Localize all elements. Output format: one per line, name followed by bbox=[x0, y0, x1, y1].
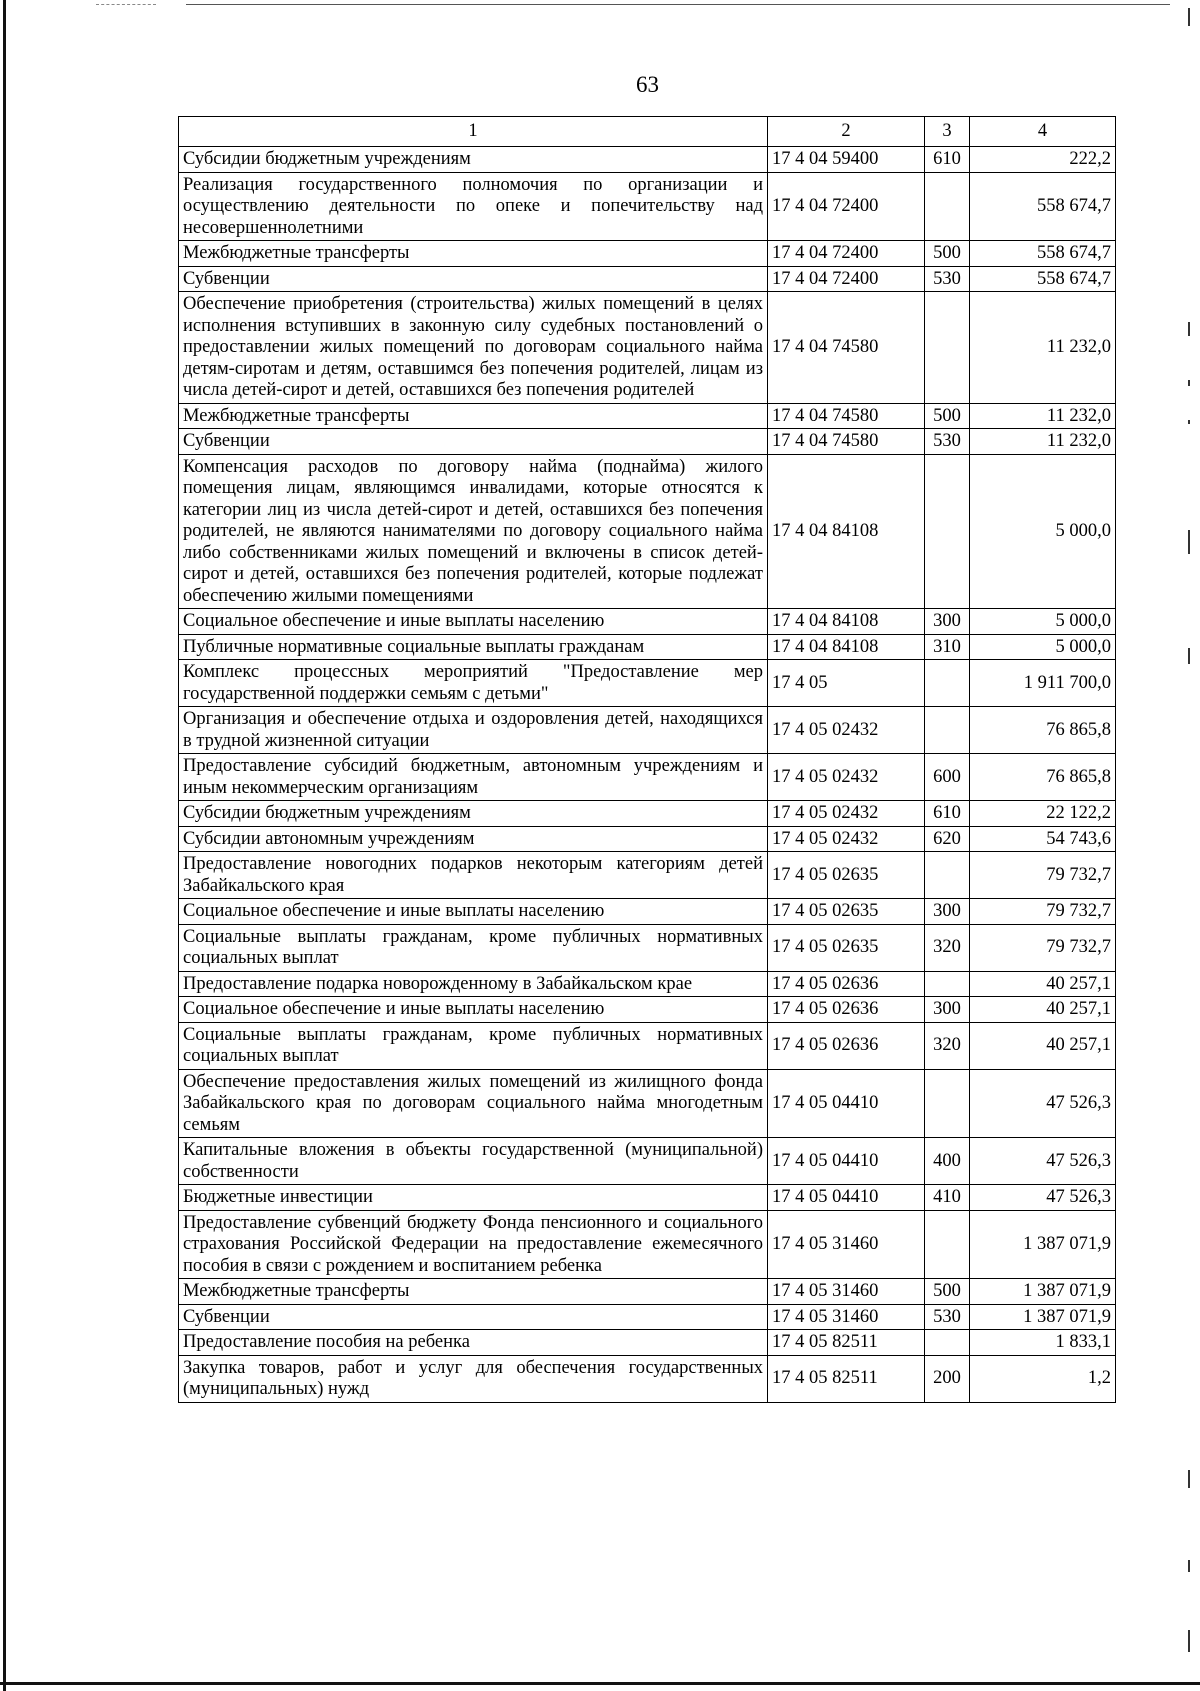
item-name-cell: Субвенции bbox=[179, 1304, 768, 1330]
target-code-cell: 17 4 05 31460 bbox=[768, 1210, 925, 1279]
item-name-cell: Предоставление новогодних подарков некоторым категориям детей Забайкальского края bbox=[179, 852, 768, 899]
amount-cell: 79 732,7 bbox=[970, 899, 1116, 925]
item-name-cell: Субвенции bbox=[179, 266, 768, 292]
expense-type-cell bbox=[925, 172, 970, 241]
target-code-cell: 17 4 05 82511 bbox=[768, 1355, 925, 1402]
expense-type-cell: 400 bbox=[925, 1138, 970, 1185]
amount-cell: 47 526,3 bbox=[970, 1138, 1116, 1185]
column-header: 3 bbox=[925, 117, 970, 147]
amount-cell: 79 732,7 bbox=[970, 852, 1116, 899]
item-name-cell: Межбюджетные трансферты bbox=[179, 403, 768, 429]
expense-type-cell bbox=[925, 660, 970, 707]
expense-type-cell: 500 bbox=[925, 403, 970, 429]
expense-type-cell: 620 bbox=[925, 826, 970, 852]
expense-type-cell: 300 bbox=[925, 997, 970, 1023]
target-code-cell: 17 4 05 02635 bbox=[768, 852, 925, 899]
target-code-cell: 17 4 05 02432 bbox=[768, 754, 925, 801]
item-name-cell: Субсидии бюджетным учреждениям bbox=[179, 147, 768, 173]
amount-cell: 11 232,0 bbox=[970, 403, 1116, 429]
amount-cell: 40 257,1 bbox=[970, 1022, 1116, 1069]
amount-cell: 558 674,7 bbox=[970, 266, 1116, 292]
target-code-cell: 17 4 04 72400 bbox=[768, 241, 925, 267]
amount-cell: 40 257,1 bbox=[970, 971, 1116, 997]
table-row bbox=[179, 403, 1116, 429]
amount-cell: 47 526,3 bbox=[970, 1185, 1116, 1211]
expense-type-cell: 310 bbox=[925, 634, 970, 660]
target-code-cell: 17 4 05 31460 bbox=[768, 1279, 925, 1305]
expense-type-cell: 300 bbox=[925, 609, 970, 635]
expense-type-cell bbox=[925, 1330, 970, 1356]
target-code-cell: 17 4 05 02636 bbox=[768, 1022, 925, 1069]
table-row bbox=[179, 1185, 1116, 1211]
expense-type-cell: 530 bbox=[925, 1304, 970, 1330]
amount-cell: 1,2 bbox=[970, 1355, 1116, 1402]
amount-cell: 1 911 700,0 bbox=[970, 660, 1116, 707]
table-row bbox=[179, 997, 1116, 1023]
expense-type-cell: 530 bbox=[925, 266, 970, 292]
item-name-cell: Реализация государственного полномочия по организации и осуществлению деятельности по опеке и попечительству над несовершеннолетними bbox=[179, 172, 768, 241]
table-row bbox=[179, 1069, 1116, 1138]
scan-artifact bbox=[1186, 0, 1192, 1691]
target-code-cell: 17 4 04 72400 bbox=[768, 172, 925, 241]
budget-table bbox=[178, 116, 1116, 1403]
target-code-cell: 17 4 05 04410 bbox=[768, 1069, 925, 1138]
target-code-cell: 17 4 05 02432 bbox=[768, 801, 925, 827]
item-name-cell: Комплекс процессных мероприятий "Предоставление мер государственной поддержки семьям с детьми" bbox=[179, 660, 768, 707]
target-code-cell: 17 4 05 02432 bbox=[768, 826, 925, 852]
item-name-cell: Субсидии бюджетным учреждениям bbox=[179, 801, 768, 827]
item-name-cell: Бюджетные инвестиции bbox=[179, 1185, 768, 1211]
scan-border bbox=[3, 0, 6, 1691]
column-header: 4 bbox=[970, 117, 1116, 147]
item-name-cell: Обеспечение предоставления жилых помещений из жилищного фонда Забайкальского края по договорам социального найма многодетным семьям bbox=[179, 1069, 768, 1138]
item-name-cell: Субсидии автономным учреждениям bbox=[179, 826, 768, 852]
amount-cell: 79 732,7 bbox=[970, 924, 1116, 971]
table-row bbox=[179, 707, 1116, 754]
table-row bbox=[179, 899, 1116, 925]
table-row bbox=[179, 1210, 1116, 1279]
amount-cell: 558 674,7 bbox=[970, 241, 1116, 267]
expense-type-cell: 530 bbox=[925, 429, 970, 455]
target-code-cell: 17 4 04 72400 bbox=[768, 266, 925, 292]
table-row bbox=[179, 266, 1116, 292]
expense-type-cell bbox=[925, 707, 970, 754]
item-name-cell: Организация и обеспечение отдыха и оздоровления детей, находящихся в трудной жизненной ситуации bbox=[179, 707, 768, 754]
expense-type-cell bbox=[925, 852, 970, 899]
item-name-cell: Субвенции bbox=[179, 429, 768, 455]
target-code-cell: 17 4 04 74580 bbox=[768, 403, 925, 429]
amount-cell: 5 000,0 bbox=[970, 634, 1116, 660]
target-code-cell: 17 4 04 84108 bbox=[768, 609, 925, 635]
item-name-cell: Социальные выплаты гражданам, кроме публичных нормативных социальных выплат bbox=[179, 924, 768, 971]
item-name-cell: Компенсация расходов по договору найма (поднайма) жилого помещения лицам, являющимся инвалидами, которые относятся к категории лиц из числа детей-сирот и детей, оставшихся без попечения родителей, не являются нанимателями по договору социального найма либо собственниками жилых помещений и включены в список детей-сирот и детей, оставшихся без попечения родителей, которые подлежат обеспечению жилыми помещениями bbox=[179, 454, 768, 609]
target-code-cell: 17 4 05 04410 bbox=[768, 1185, 925, 1211]
scan-artifact bbox=[186, 4, 1170, 5]
table-row bbox=[179, 147, 1116, 173]
item-name-cell: Предоставление субвенций бюджету Фонда пенсионного и социального страхования Российской Федерации на предоставление ежемесячного пособия в связи с рождением и воспитанием ребенка bbox=[179, 1210, 768, 1279]
target-code-cell: 17 4 04 84108 bbox=[768, 634, 925, 660]
amount-cell: 40 257,1 bbox=[970, 997, 1116, 1023]
target-code-cell: 17 4 05 02635 bbox=[768, 924, 925, 971]
table-row bbox=[179, 1355, 1116, 1402]
table-row bbox=[179, 429, 1116, 455]
amount-cell: 11 232,0 bbox=[970, 429, 1116, 455]
table-header-row bbox=[179, 117, 1116, 147]
expense-type-cell bbox=[925, 1210, 970, 1279]
target-code-cell: 17 4 05 04410 bbox=[768, 1138, 925, 1185]
table-row bbox=[179, 1304, 1116, 1330]
target-code-cell: 17 4 05 bbox=[768, 660, 925, 707]
table-row bbox=[179, 754, 1116, 801]
target-code-cell: 17 4 05 02636 bbox=[768, 997, 925, 1023]
table-body bbox=[179, 147, 1116, 1403]
amount-cell: 47 526,3 bbox=[970, 1069, 1116, 1138]
item-name-cell: Межбюджетные трансферты bbox=[179, 1279, 768, 1305]
amount-cell: 1 387 071,9 bbox=[970, 1210, 1116, 1279]
item-name-cell: Социальное обеспечение и иные выплаты населению bbox=[179, 899, 768, 925]
item-name-cell: Обеспечение приобретения (строительства) жилых помещений в целях исполнения вступивших в законную силу судебных постановлений о предоставлении жилых помещений по договорам социального найма детям-сиротам и детям, оставшимся без попечения родителей, лицам из числа детей-сирот и детей, оставшихся без попечения родителей bbox=[179, 292, 768, 404]
target-code-cell: 17 4 05 02636 bbox=[768, 971, 925, 997]
target-code-cell: 17 4 05 31460 bbox=[768, 1304, 925, 1330]
table-row bbox=[179, 971, 1116, 997]
column-header: 1 bbox=[179, 117, 768, 147]
amount-cell: 1 387 071,9 bbox=[970, 1279, 1116, 1305]
table-row bbox=[179, 1022, 1116, 1069]
item-name-cell: Капитальные вложения в объекты государственной (муниципальной) собственности bbox=[179, 1138, 768, 1185]
amount-cell: 1 833,1 bbox=[970, 1330, 1116, 1356]
column-header: 2 bbox=[768, 117, 925, 147]
amount-cell: 558 674,7 bbox=[970, 172, 1116, 241]
amount-cell: 1 387 071,9 bbox=[970, 1304, 1116, 1330]
table-row bbox=[179, 454, 1116, 609]
expense-type-cell: 410 bbox=[925, 1185, 970, 1211]
page-number: 63 bbox=[636, 72, 659, 97]
item-name-cell: Социальное обеспечение и иные выплаты населению bbox=[179, 609, 768, 635]
target-code-cell: 17 4 04 59400 bbox=[768, 147, 925, 173]
expense-type-cell: 500 bbox=[925, 241, 970, 267]
table-row bbox=[179, 1279, 1116, 1305]
table-row bbox=[179, 1330, 1116, 1356]
scan-artifact bbox=[96, 4, 156, 5]
expense-type-cell: 500 bbox=[925, 1279, 970, 1305]
amount-cell: 5 000,0 bbox=[970, 454, 1116, 609]
target-code-cell: 17 4 05 02635 bbox=[768, 899, 925, 925]
amount-cell: 22 122,2 bbox=[970, 801, 1116, 827]
expense-type-cell: 610 bbox=[925, 147, 970, 173]
item-name-cell: Предоставление пособия на ребенка bbox=[179, 1330, 768, 1356]
expense-type-cell: 600 bbox=[925, 754, 970, 801]
expense-type-cell bbox=[925, 1069, 970, 1138]
item-name-cell: Предоставление субсидий бюджетным, автономным учреждениям и иным некоммерческим организациям bbox=[179, 754, 768, 801]
amount-cell: 11 232,0 bbox=[970, 292, 1116, 404]
item-name-cell: Предоставление подарка новорожденному в Забайкальском крае bbox=[179, 971, 768, 997]
target-code-cell: 17 4 04 74580 bbox=[768, 292, 925, 404]
table-row bbox=[179, 852, 1116, 899]
amount-cell: 76 865,8 bbox=[970, 707, 1116, 754]
expense-type-cell bbox=[925, 454, 970, 609]
expense-type-cell: 610 bbox=[925, 801, 970, 827]
target-code-cell: 17 4 04 84108 bbox=[768, 454, 925, 609]
amount-cell: 54 743,6 bbox=[970, 826, 1116, 852]
table-row bbox=[179, 801, 1116, 827]
item-name-cell: Публичные нормативные социальные выплаты гражданам bbox=[179, 634, 768, 660]
target-code-cell: 17 4 05 02432 bbox=[768, 707, 925, 754]
table-row bbox=[179, 660, 1116, 707]
amount-cell: 76 865,8 bbox=[970, 754, 1116, 801]
expense-type-cell: 300 bbox=[925, 899, 970, 925]
item-name-cell: Межбюджетные трансферты bbox=[179, 241, 768, 267]
expense-type-cell: 320 bbox=[925, 1022, 970, 1069]
table-row bbox=[179, 634, 1116, 660]
target-code-cell: 17 4 05 82511 bbox=[768, 1330, 925, 1356]
expense-type-cell bbox=[925, 971, 970, 997]
item-name-cell: Социальное обеспечение и иные выплаты населению bbox=[179, 997, 768, 1023]
item-name-cell: Закупка товаров, работ и услуг для обеспечения государственных (муниципальных) нужд bbox=[179, 1355, 768, 1402]
expense-type-cell bbox=[925, 292, 970, 404]
table-row bbox=[179, 241, 1116, 267]
item-name-cell: Социальные выплаты гражданам, кроме публичных нормативных социальных выплат bbox=[179, 1022, 768, 1069]
expense-type-cell: 320 bbox=[925, 924, 970, 971]
target-code-cell: 17 4 04 74580 bbox=[768, 429, 925, 455]
expense-type-cell: 200 bbox=[925, 1355, 970, 1402]
amount-cell: 222,2 bbox=[970, 147, 1116, 173]
table-row bbox=[179, 292, 1116, 404]
table-row bbox=[179, 609, 1116, 635]
table-row bbox=[179, 172, 1116, 241]
table-row bbox=[179, 924, 1116, 971]
table-row bbox=[179, 1138, 1116, 1185]
table-row bbox=[179, 826, 1116, 852]
amount-cell: 5 000,0 bbox=[970, 609, 1116, 635]
scan-border bbox=[0, 1682, 1200, 1685]
